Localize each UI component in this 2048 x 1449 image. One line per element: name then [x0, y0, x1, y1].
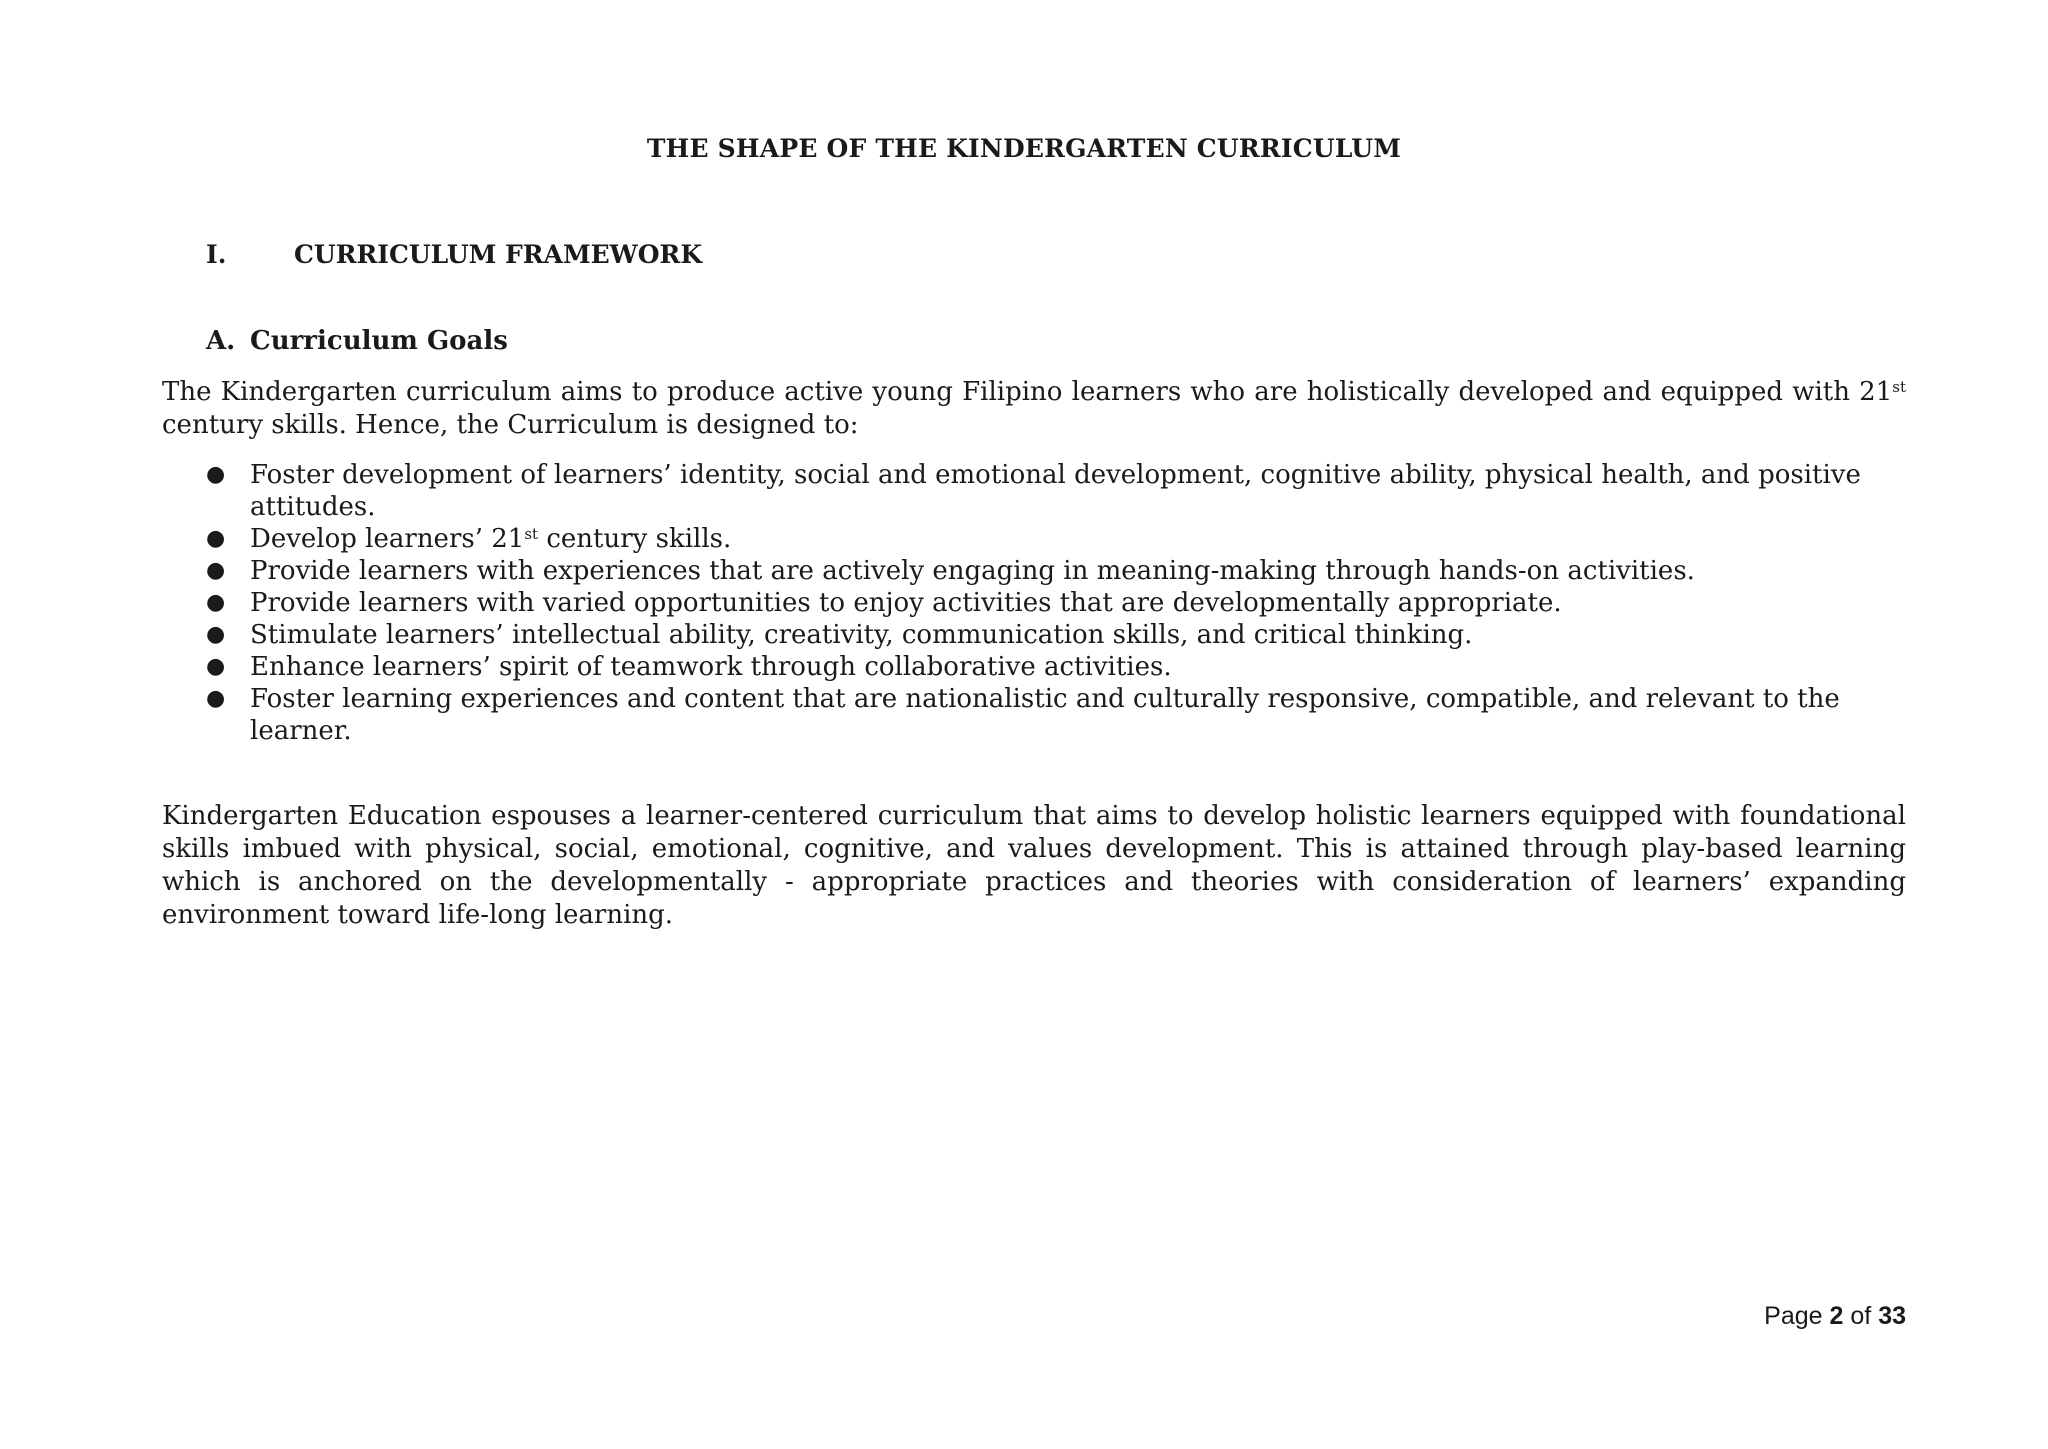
current-page: 2	[1829, 1302, 1844, 1330]
list-item	[206, 651, 1906, 683]
list-item-text: Provide learners with varied opportunities to enjoy activities that are developmentally appropriate.	[250, 588, 1562, 618]
subsection-letter: A.	[206, 326, 236, 356]
list-item	[206, 683, 1906, 747]
bullet-icon: ●	[206, 590, 226, 615]
page-label: Page	[1764, 1302, 1823, 1330]
list-item-text: Provide learners with experiences that are actively engaging in meaning-making through hands-on activities.	[250, 556, 1695, 586]
list-item	[206, 619, 1906, 651]
page-number	[1764, 1302, 1906, 1331]
list-item-superscript: st	[524, 525, 539, 543]
list-item	[206, 523, 1906, 555]
intro-text-start: The Kindergarten curriculum aims to produce active young Filipino learners who are holistically developed and equipped with 21	[162, 377, 1893, 407]
bullet-icon: ●	[206, 654, 226, 679]
list-item-text-start: Develop learners’ 21	[250, 524, 525, 554]
list-item	[206, 555, 1906, 587]
intro-text-end: century skills. Hence, the Curriculum is designed to:	[162, 410, 859, 440]
intro-superscript: st	[1892, 378, 1906, 396]
bullet-icon: ●	[206, 622, 226, 647]
list-item	[206, 459, 1906, 523]
list-item-text: Foster development of learners’ identity, social and emotional development, cognitive ability, physical health, and positive attitudes.	[250, 460, 1861, 522]
section-number: I.	[206, 240, 227, 269]
closing-paragraph: Kindergarten Education espouses a learner-centered curriculum that aims to develop holistic learners equipped with foundational skills imbued with physical, social, emotional, cognitive, and values development. This is attained through play-based learning which is anchored on the developmentally - appropriate practices and theories with consideration of learners’ expanding environment toward life-long learning.	[162, 801, 1906, 930]
subsection-heading	[206, 326, 508, 356]
bullet-icon: ●	[206, 462, 226, 487]
list-item-text: Stimulate learners’ intellectual ability, creativity, communication skills, and critical thinking.	[250, 620, 1473, 650]
total-pages: 33	[1878, 1302, 1906, 1330]
intro-paragraph	[162, 376, 1906, 442]
list-item	[206, 587, 1906, 619]
list-item-text: Enhance learners’ spirit of teamwork through collaborative activities.	[250, 652, 1172, 682]
list-item-text: Foster learning experiences and content that are nationalistic and culturally responsive, compatible, and relevant to the learner.	[250, 684, 1840, 746]
subsection-title: Curriculum Goals	[250, 326, 508, 356]
section-heading	[206, 240, 702, 269]
bullet-icon: ●	[206, 558, 226, 583]
section-title: CURRICULUM FRAMEWORK	[294, 240, 703, 269]
list-item-text-end: century skills.	[538, 524, 732, 554]
bullet-icon: ●	[206, 526, 226, 551]
of-label: of	[1850, 1302, 1872, 1330]
bullet-icon: ●	[206, 686, 226, 711]
document-title: THE SHAPE OF THE KINDERGARTEN CURRICULUM	[646, 134, 1402, 163]
goals-list	[206, 459, 1906, 747]
